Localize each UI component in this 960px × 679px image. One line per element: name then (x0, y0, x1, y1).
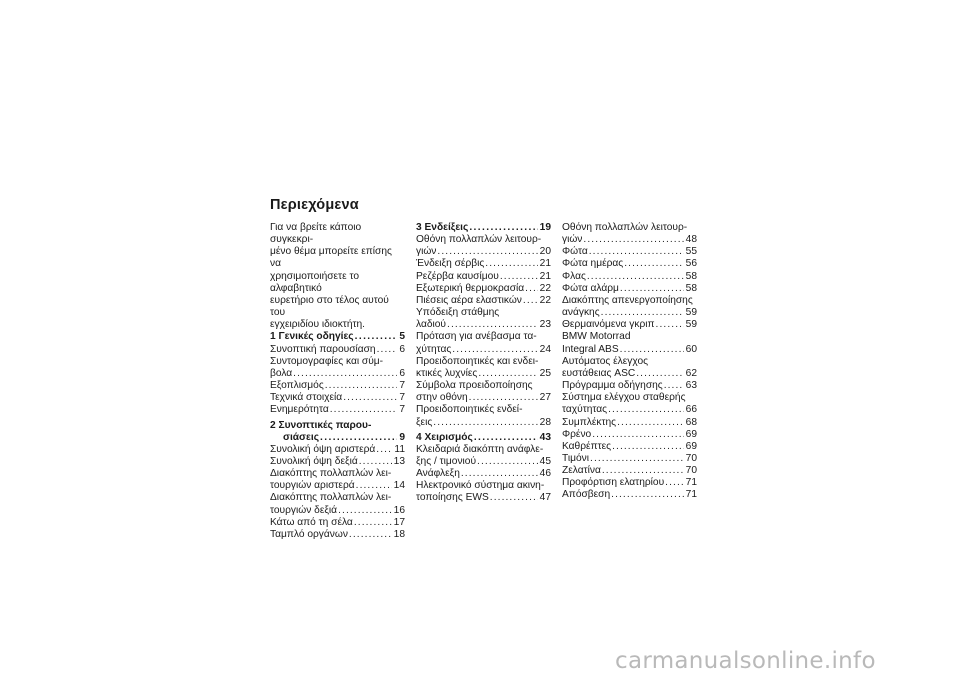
dot-leader (612, 441, 684, 453)
dot-leader (601, 307, 684, 319)
toc-entry-label: Ρεζέρβα καυσίμου (416, 270, 499, 282)
toc-entry-label: βολα (270, 367, 293, 379)
toc-entry-label: τοποίησης EWS (416, 492, 489, 504)
toc-entry-label: ξης / τιμονιού (416, 455, 477, 467)
toc-entry[interactable] (416, 444, 551, 468)
dot-leader (608, 404, 684, 416)
toc-page-number: 7 (399, 404, 405, 416)
toc-page-number: 58 (685, 270, 697, 282)
toc-entry-line (416, 417, 551, 429)
toc-entry-label: Προφόρτιση ελατηρίου (562, 477, 665, 489)
toc-entry-line (270, 444, 405, 456)
toc-entry[interactable] (562, 319, 697, 331)
toc-entry-line (562, 283, 697, 295)
toc-page-number: 45 (539, 455, 551, 467)
dot-leader (583, 234, 683, 246)
toc-page-number: 59 (685, 307, 697, 319)
toc-entry[interactable] (562, 258, 697, 270)
toc-list-3 (562, 222, 697, 502)
toc-entry-label: Τιμόνι (562, 452, 590, 464)
dot-leader (664, 380, 684, 392)
toc-page-number: 5 (399, 331, 405, 343)
toc-page-number: 47 (539, 492, 551, 504)
toc-entry[interactable] (270, 492, 405, 516)
toc-entry-label: Φώτα (562, 246, 588, 258)
dot-leader (589, 246, 684, 258)
toc-entry[interactable] (562, 392, 697, 416)
dot-leader (525, 283, 538, 295)
dot-leader (500, 271, 538, 283)
watermark: carmanualsonline.info (615, 648, 876, 674)
toc-entry[interactable] (562, 222, 697, 246)
toc-entry-line (270, 344, 405, 356)
toc-entry[interactable] (416, 404, 551, 428)
toc-page-number: 59 (685, 319, 697, 331)
dot-leader (590, 453, 684, 465)
toc-entry-text-line: Σύμβολα προειδοποίησης (416, 380, 533, 392)
toc-page-number: 56 (685, 258, 697, 270)
toc-page-number: 22 (539, 294, 551, 306)
toc-entry-label: κτικές λυχνίες (416, 367, 478, 379)
toc-entry[interactable] (562, 489, 697, 501)
toc-entry-label: Πιέσεις αέρα ελαστικών (416, 294, 522, 306)
toc-entry-line (562, 429, 697, 441)
toc-entry-line (270, 480, 405, 492)
toc-page-number: 70 (685, 465, 697, 477)
dot-leader (617, 417, 684, 429)
toc-entry-line (416, 432, 551, 444)
toc-page-number: 23 (539, 319, 551, 331)
toc-entry[interactable] (416, 307, 551, 331)
toc-entry[interactable] (270, 529, 405, 541)
toc-entry-text-line: BMW Motorrad (562, 331, 631, 343)
page-title: Περιεχόμενα (270, 197, 359, 213)
toc-page-number: 27 (539, 392, 551, 404)
toc-page-number: 66 (685, 404, 697, 416)
toc-entry-line (562, 441, 697, 453)
toc-entry-line (270, 380, 405, 392)
toc-entry-label: Τεχνικά στοιχεία (270, 392, 343, 404)
toc-entry[interactable] (270, 444, 405, 456)
dot-leader (433, 417, 537, 429)
toc-entry[interactable] (270, 468, 405, 492)
toc-entry-line (562, 368, 697, 380)
toc-entry-label: ανάγκης (562, 307, 600, 319)
toc-entry-label: γιών (562, 234, 583, 246)
toc-entry[interactable] (416, 480, 551, 504)
toc-page-number: 60 (685, 343, 697, 355)
toc-entry-line (270, 404, 405, 416)
toc-page-number: 22 (539, 282, 551, 294)
toc-page-number: 71 (685, 477, 697, 489)
toc-page-number: 63 (685, 380, 697, 392)
toc-entry-text-line: Προειδοποιητικές και ενδει- (416, 355, 539, 367)
toc-page-number: 43 (539, 431, 551, 443)
dot-leader (354, 517, 392, 529)
toc-entry[interactable] (270, 517, 405, 529)
toc-entry-label: Φρένο (562, 428, 592, 440)
toc-entry[interactable] (562, 295, 697, 319)
toc-entry-label: Ανάφλεξη (416, 468, 460, 480)
toc-entry-line (562, 489, 697, 501)
toc-entry[interactable] (562, 283, 697, 295)
toc-entry-text-line: 2 Συνοπτικές παρου- (270, 419, 372, 431)
dot-leader (356, 480, 392, 492)
toc-page-number: 48 (685, 234, 697, 246)
toc-entry[interactable] (270, 380, 405, 392)
toc-entry-label: Ένδειξη σέρβις (416, 258, 485, 270)
dot-leader (620, 283, 684, 295)
toc-entry-text-line: Κλειδαριά διακόπτη ανάφλε- (416, 443, 544, 455)
toc-page-number: 68 (685, 416, 697, 428)
toc-page-number: 14 (393, 480, 405, 492)
toc-entry-label: Φώτα αλάρμ (562, 282, 619, 294)
toc-entry-label: Πρόγραμμα οδήγησης (562, 380, 663, 392)
dot-leader (320, 432, 397, 444)
dot-leader (592, 429, 683, 441)
toc-chapter[interactable] (416, 432, 551, 444)
toc-list-1 (270, 331, 405, 541)
toc-page-number: 11 (394, 443, 405, 455)
toc-entry-label: Εξοπλισμός (270, 380, 324, 392)
toc-entry-line (270, 529, 405, 541)
dot-leader (437, 246, 537, 258)
toc-entry-line (416, 368, 551, 380)
toc-entry-label: Συνολική όψη δεξιά (270, 455, 358, 467)
toc-column-1 (270, 222, 405, 541)
toc-entry-label: στην οθόνη (416, 392, 468, 404)
toc-entry-line (270, 368, 405, 380)
toc-entry-text-line: Υπόδειξη στάθμης (416, 307, 500, 319)
toc-page-number: 70 (685, 452, 697, 464)
toc-page-number: 21 (539, 258, 551, 270)
toc-entry[interactable] (562, 417, 697, 429)
dot-leader (452, 344, 537, 356)
toc-entry-label: Εξωτερική θερμοκρασία (416, 282, 525, 294)
toc-page-number: 71 (685, 489, 697, 501)
toc-entry[interactable] (416, 283, 551, 295)
toc-entry-line (416, 271, 551, 283)
toc-page-number: 55 (685, 246, 697, 258)
toc-page-number: 69 (685, 428, 697, 440)
toc-entry[interactable] (416, 258, 551, 270)
toc-entry-line (562, 404, 697, 416)
toc-page-number: 9 (399, 431, 405, 443)
toc-entry[interactable] (416, 380, 551, 404)
toc-entry-text-line: Οθόνη πολλαπλών λειτουρ- (416, 234, 542, 246)
dot-leader (636, 368, 683, 380)
dot-leader (359, 456, 392, 468)
toc-entry-line (270, 432, 405, 444)
toc-entry-line (562, 344, 697, 356)
toc-entry-label: 1 Γενικές οδηγίες (270, 331, 354, 343)
toc-entry-label: χύτητας (416, 343, 452, 355)
toc-entry-label: τουργιών δεξιά (270, 504, 338, 516)
toc-entry-line (562, 246, 697, 258)
dot-leader (355, 331, 398, 343)
toc-entry-text-line: Πρόταση για ανέβασμα τα- (416, 331, 537, 343)
toc-page-number: 62 (685, 367, 697, 379)
dot-leader (620, 344, 684, 356)
toc-entry-line (562, 258, 697, 270)
toc-entry[interactable] (562, 380, 697, 392)
toc-entry[interactable] (416, 468, 551, 480)
dot-leader (490, 492, 538, 504)
toc-entry-line (416, 468, 551, 480)
toc-entry[interactable] (416, 271, 551, 283)
toc-entry[interactable] (270, 404, 405, 416)
toc-entry-label: Integral ABS (562, 343, 619, 355)
toc-entry-label: Καθρέπτες (562, 440, 612, 452)
toc-entry-line (416, 492, 551, 504)
toc-entry-text-line: Διακόπτης απενεργοποίησης (562, 294, 693, 306)
toc-entry-label: ευστάθειας ASC (562, 367, 636, 379)
toc-entry[interactable] (562, 429, 697, 441)
toc-page-number: 28 (539, 416, 551, 428)
toc-entry-line (270, 331, 405, 343)
dot-leader (474, 432, 538, 444)
toc-entry-text-line: Ηλεκτρονικό σύστημα ακινη- (416, 480, 545, 492)
toc-entry[interactable] (562, 453, 697, 465)
toc-entry-line (562, 271, 697, 283)
toc-entry-line (562, 234, 697, 246)
toc-entry-line (416, 319, 551, 331)
toc-entry-label: Κάτω από τη σέλα (270, 516, 353, 528)
toc-entry[interactable] (270, 456, 405, 468)
toc-page-number: 24 (539, 343, 551, 355)
toc-entry-text-line: Συντομογραφίες και σύμ- (270, 355, 384, 367)
toc-entry-label: Ζελατίνα (562, 465, 601, 477)
dot-leader (293, 368, 397, 380)
dot-leader (349, 529, 392, 541)
toc-entry-line (416, 222, 551, 234)
toc-entry-label: σιάσεις (283, 431, 319, 443)
toc-page-number: 19 (539, 222, 551, 233)
dot-leader (478, 368, 537, 380)
toc-page-number: 69 (685, 440, 697, 452)
toc-entry-text-line: Προειδοποιητικές ενδεί- (416, 404, 523, 416)
toc-entry-text-line: Διακόπτης πολλαπλών λει- (270, 468, 392, 480)
toc-page-number: 20 (539, 246, 551, 258)
toc-entry[interactable] (562, 246, 697, 258)
toc-page-number: 58 (685, 282, 697, 294)
dot-leader (656, 319, 684, 331)
toc-entry-label: Φώτα ημέρας (562, 258, 624, 270)
dot-leader (477, 456, 538, 468)
toc-entry-label: Ενημερότητα (270, 404, 329, 416)
toc-column-2 (416, 222, 551, 505)
dot-leader (343, 392, 397, 404)
toc-entry-label: 4 Χειρισμός (416, 431, 473, 443)
toc-entry-line (562, 465, 697, 477)
toc-entry-label: ξεις (416, 416, 433, 428)
toc-page-number: 25 (539, 367, 551, 379)
dot-leader (587, 271, 684, 283)
toc-entry-line (416, 246, 551, 258)
toc-entry-text-line: Διακόπτης πολλαπλών λει- (270, 492, 392, 504)
toc-entry[interactable] (562, 271, 697, 283)
dot-leader (447, 319, 538, 331)
dot-leader (602, 465, 684, 477)
dot-leader (665, 477, 683, 489)
toc-entry-line (270, 517, 405, 529)
toc-column-3 (562, 222, 697, 502)
toc-entry-line (416, 392, 551, 404)
toc-entry[interactable] (416, 356, 551, 380)
toc-page-number: 13 (393, 455, 405, 467)
toc-page-number: 7 (399, 380, 405, 392)
toc-entry-line (416, 456, 551, 468)
toc-entry-line (270, 505, 405, 517)
intro-text: Για να βρείτε κάποιο συγκεκρι- μένο θέμα μπορείτε επίσης να χρησιμοποιήσετε το αλφαβητικό ευρετήριο στο τέλος αυτού του εγχειριδίου ιδιοκτήτη. (270, 222, 392, 331)
toc-entry-label: Φλας (562, 270, 586, 282)
toc-entry[interactable] (270, 392, 405, 404)
toc-entry[interactable] (562, 356, 697, 380)
toc-entry[interactable] (416, 331, 551, 355)
toc-entry-text-line: Αυτόματος έλεγχος (562, 355, 649, 367)
toc-entry-label: Συμπλέκτης (562, 416, 617, 428)
toc-entry-label: Θερμαινόμενα γκριπ (562, 319, 655, 331)
toc-chapter[interactable] (416, 222, 551, 234)
toc-entry-line (416, 295, 551, 307)
toc-entry-line (416, 283, 551, 295)
toc-entry-label: ταχύτητας (562, 404, 608, 416)
toc-page-number: 18 (393, 528, 405, 540)
toc-page-number: 17 (393, 516, 405, 528)
dot-leader (377, 344, 398, 356)
toc-entry-label: 3 Ενδείξεις (416, 222, 469, 233)
dot-leader (611, 489, 684, 501)
dot-leader (469, 392, 538, 404)
toc-page-number: 16 (393, 504, 405, 516)
dot-leader (469, 222, 537, 234)
toc-entry-line (562, 417, 697, 429)
toc-entry[interactable] (562, 441, 697, 453)
toc-page-number: 46 (539, 468, 551, 480)
toc-entry-label: τουργιών αριστερά (270, 480, 355, 492)
toc-page-number: 6 (399, 343, 405, 355)
dot-leader (461, 468, 538, 480)
toc-entry-label: Απόσβεση (562, 489, 611, 501)
dot-leader (624, 258, 683, 270)
toc-page-number: 6 (399, 367, 405, 379)
toc-entry[interactable] (562, 477, 697, 489)
dot-leader (376, 444, 392, 456)
dot-leader (523, 295, 538, 307)
toc-page-number: 7 (399, 392, 405, 404)
toc-list-2 (416, 222, 551, 505)
toc-entry-line (562, 380, 697, 392)
toc-entry-line (562, 319, 697, 331)
toc-entry-line (562, 453, 697, 465)
toc-entry[interactable] (416, 295, 551, 307)
toc-entry-line (416, 344, 551, 356)
toc-entry-text-line: Οθόνη πολλαπλών λειτουρ- (562, 222, 688, 233)
dot-leader (325, 380, 398, 392)
toc-entry-line (562, 307, 697, 319)
toc-entry[interactable] (562, 465, 697, 477)
toc-entry[interactable] (562, 331, 697, 355)
toc-entry[interactable] (270, 344, 405, 356)
toc-entry-line (270, 392, 405, 404)
toc-entry-line (416, 258, 551, 270)
toc-entry-label: Συνολική όψη αριστερά (270, 443, 376, 455)
toc-entry-label: λαδιού (416, 319, 447, 331)
toc-entry-label: Ταμπλό οργάνων (270, 528, 348, 540)
dot-leader (485, 258, 537, 270)
toc-entry-line (562, 477, 697, 489)
toc-entry-label: Συνοπτική παρουσίαση (270, 343, 376, 355)
toc-entry-line (270, 456, 405, 468)
toc-entry[interactable] (416, 234, 551, 258)
toc-chapter[interactable] (270, 331, 405, 343)
toc-entry[interactable] (270, 356, 405, 380)
dot-leader (330, 404, 398, 416)
toc-page-number: 21 (539, 270, 551, 282)
toc-entry-label: γιών (416, 246, 437, 258)
dot-leader (338, 505, 392, 517)
toc-chapter[interactable] (270, 420, 405, 444)
toc-entry-text-line: Σύστημα ελέγχου σταθερής (562, 392, 686, 404)
